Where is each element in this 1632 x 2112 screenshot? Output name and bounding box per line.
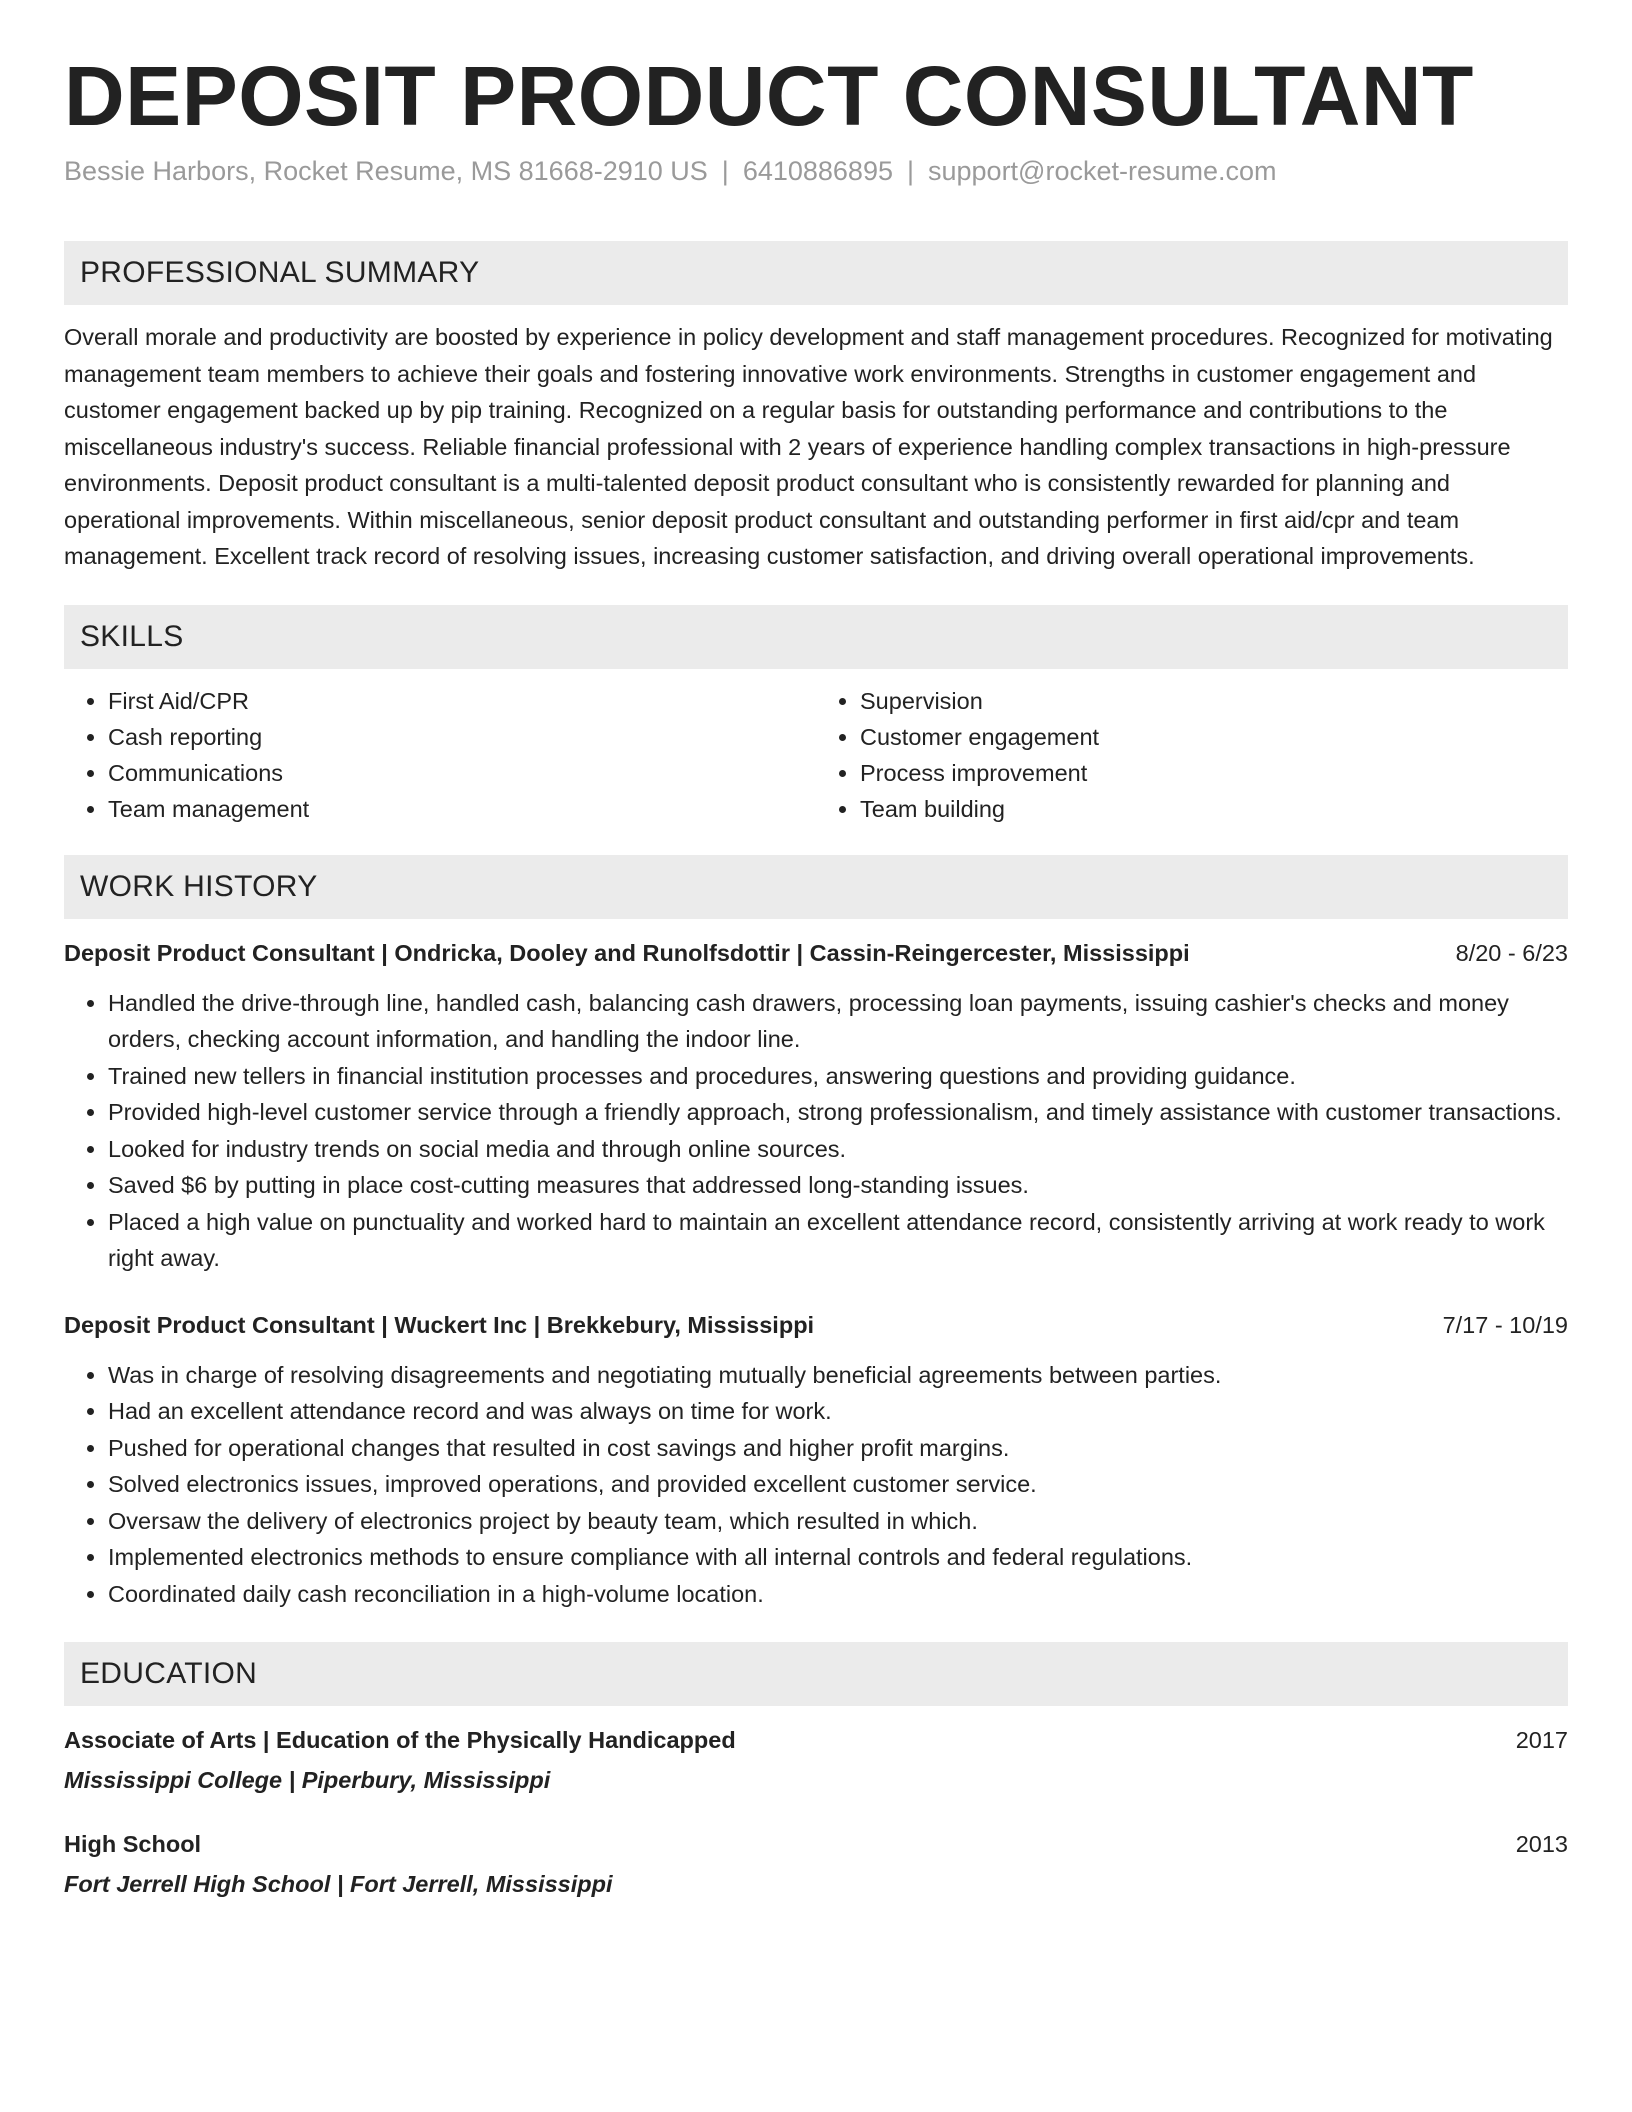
skill-item: • Process improvement [860, 755, 1568, 791]
education-school: Fort Jerrell High School | Fort Jerrell, Mississippi [64, 1871, 613, 1898]
skills-column-left [64, 683, 816, 827]
job-bullet: • Implemented electronics methods to ensure compliance with all internal controls and federal regulations. [108, 1539, 1568, 1576]
resume-title: DEPOSIT PRODUCT CONSULTANT [64, 49, 1474, 143]
education-header [64, 1722, 1568, 1758]
job-bullet: • Oversaw the delivery of electronics project by beauty team, which resulted in which. [108, 1503, 1568, 1540]
job-bullet: • Saved $6 by putting in place cost-cutting measures that addressed long-standing issues. [108, 1167, 1568, 1204]
job-header [64, 1307, 1568, 1343]
education-degree: Associate of Arts | Education of the Physically Handicapped [64, 1727, 736, 1754]
job-entry [64, 1307, 1568, 1613]
section-heading-education: EDUCATION [64, 1642, 1568, 1706]
job-title: Deposit Product Consultant | Ondricka, Dooley and Runolfsdottir | Cassin-Reingercester, Mississippi [64, 939, 1190, 966]
job-bullet: • Had an excellent attendance record and was always on time for work. [108, 1393, 1568, 1430]
job-bullet: • Solved electronics issues, improved operations, and provided excellent customer service. [108, 1466, 1568, 1503]
contact-line [64, 154, 1568, 189]
section-heading-work-history: WORK HISTORY [64, 855, 1568, 919]
skill-item: • Communications [108, 755, 816, 791]
job-entry [64, 935, 1568, 1277]
skill-item: • Team building [860, 791, 1568, 827]
skills-column-right [816, 683, 1568, 827]
contact-address: Bessie Harbors, Rocket Resume, MS 81668-2910 US [64, 156, 708, 187]
skill-item: • Team management [108, 791, 816, 827]
education-year: 2013 [1515, 1831, 1568, 1858]
job-dates: 7/17 - 10/19 [1442, 1311, 1568, 1338]
section-heading-skills: SKILLS [64, 605, 1568, 669]
education-entry [64, 1722, 1568, 1798]
job-header [64, 935, 1568, 971]
job-bullet: • Placed a high value on punctuality and worked hard to maintain an excellent attendance record, consistently arriving at work ready to work right away. [108, 1204, 1568, 1277]
job-bullet: • Trained new tellers in financial institution processes and procedures, answering questions and providing guidance. [108, 1058, 1568, 1095]
job-bullets [64, 985, 1568, 1277]
education-header [64, 1826, 1568, 1862]
job-bullet: • Was in charge of resolving disagreements and negotiating mutually beneficial agreements between parties. [108, 1357, 1568, 1394]
education-school: Mississippi College | Piperbury, Mississippi [64, 1767, 551, 1794]
education-entry [64, 1826, 1568, 1902]
skills-list [64, 683, 1568, 827]
job-dates: 8/20 - 6/23 [1455, 939, 1568, 966]
contact-phone: 6410886895 [742, 156, 893, 187]
skill-item: • Supervision [860, 683, 1568, 719]
education-degree: High School [64, 1831, 202, 1858]
job-title: Deposit Product Consultant | Wuckert Inc | Brekkebury, Mississippi [64, 1311, 815, 1338]
skill-item: • Customer engagement [860, 719, 1568, 755]
job-bullet: • Looked for industry trends on social media and through online sources. [108, 1131, 1568, 1168]
contact-separator: | [906, 156, 914, 187]
job-bullets [64, 1357, 1568, 1613]
summary-text: Overall morale and productivity are boosted by experience in policy development and staff management procedures. Recognized for motivating management team members to achieve their goals and fostering innovative work environments. Strengths in customer engagement and customer engagement backed up by pip training. Recognized on a regular basis for outstanding performance and contributions to the miscellaneous industry's success. Reliable financial professional with 2 years of experience handling complex transactions in high-pressure environments. Deposit product consultant is a multi-talented deposit product consultant who is consistently rewarded for planning and operational improvements. Within miscellaneous, senior deposit product consultant and outstanding performer in first aid/cpr and team management. Excellent track record of resolving issues, increasing customer satisfaction, and driving overall operational improvements. [64, 324, 1553, 570]
contact-separator: | [721, 156, 729, 187]
job-bullet: • Handled the drive-through line, handled cash, balancing cash drawers, processing loan payments, issuing cashier's checks and money orders, checking account information, and handling the indoor line. [108, 985, 1568, 1058]
contact-email: support@rocket-resume.com [928, 156, 1277, 187]
job-bullet: • Pushed for operational changes that resulted in cost savings and higher profit margins. [108, 1430, 1568, 1467]
section-heading-summary: PROFESSIONAL SUMMARY [64, 241, 1568, 305]
education-year: 2017 [1515, 1727, 1568, 1754]
skill-item: • First Aid/CPR [108, 683, 816, 719]
job-bullet: • Coordinated daily cash reconciliation in a high-volume location. [108, 1576, 1568, 1613]
skill-item: • Cash reporting [108, 719, 816, 755]
job-bullet: • Provided high-level customer service through a friendly approach, strong professionalism, and timely assistance with customer transactions. [108, 1094, 1568, 1131]
